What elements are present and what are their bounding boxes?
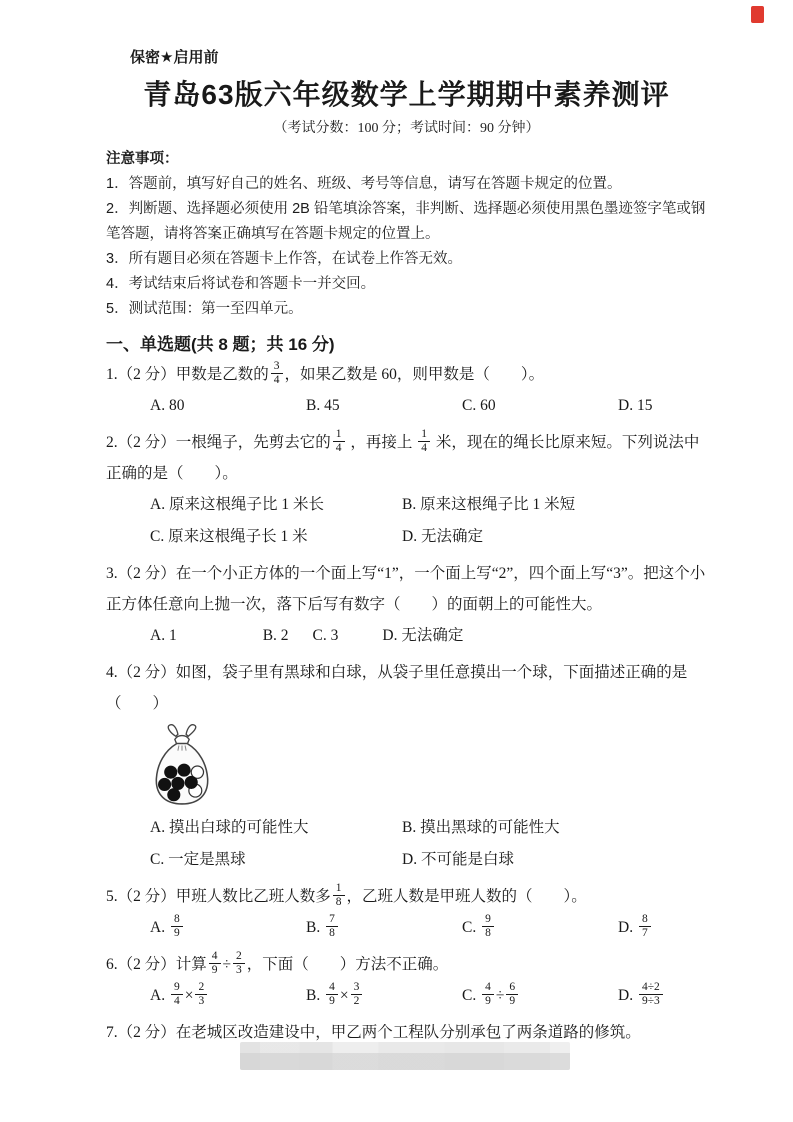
question-text: 1.（2 分）甲数是乙数的 $\frac{3}{4}$ ，如果乙数是 60，则甲数是（ ）。 xyxy=(106,359,545,386)
option: B. $\frac{7}{8}$ xyxy=(306,913,462,943)
question-4 xyxy=(106,657,707,875)
option: C. 3 xyxy=(312,627,339,644)
options xyxy=(150,490,707,552)
fraction: $\frac{4}{9}$ xyxy=(209,950,221,977)
fraction: $\frac{9}{8}$ xyxy=(482,913,494,940)
fraction: $\frac{7}{8}$ xyxy=(326,913,338,940)
option: C. 60 xyxy=(462,397,496,414)
notes-list xyxy=(106,172,707,322)
question-text: 7.（2 分）在老城区改造建设中，甲乙两个工程队分别承包了两条道路的修筑。 xyxy=(106,1024,641,1041)
option: A. 原来这根绳子比 1 米长 xyxy=(150,496,324,513)
option: D. 15 xyxy=(618,397,653,414)
note-item-1: 1．答题前，填写好自己的姓名、班级、考号等信息，请写在答题卡规定的位置。 xyxy=(106,176,622,192)
option: C. 一定是黑球 xyxy=(150,851,246,868)
option: D. $\frac{4\div 2}{9\div 3}$ xyxy=(618,981,707,1011)
option: D. 不可能是白球 xyxy=(402,851,514,868)
option: A. 80 xyxy=(150,397,185,414)
question-list xyxy=(106,359,707,1048)
option: C. $\frac{4}{9}$ ÷ $\frac{6}{9}$ xyxy=(462,981,618,1011)
fraction: $\frac{4\div 2}{9\div 3}$ xyxy=(639,981,663,1008)
options xyxy=(150,621,707,651)
fraction: $\frac{6}{9}$ xyxy=(506,981,518,1008)
options xyxy=(150,981,707,1011)
question-text: 3.（2 分）在一个小正方体的一个面上写“1”，一个面上写“2”，四个面上写“3”。把这个小正方体任意向上抛一次，落下后写有数字（ ）的面朝上的可能性大。 xyxy=(106,565,706,613)
note-item-2: 2．判断题、选择题必须使用 2B 铅笔填涂答案，非判断、选择题必须使用黑色墨迹签字笔或钢笔答题，请将答案正确填写在答题卡规定的位置上。 xyxy=(106,201,706,242)
bag-of-balls-image xyxy=(150,723,214,807)
fraction: $\frac{8}{7}$ xyxy=(639,913,651,940)
question-text: 5.（2 分）甲班人数比乙班人数多 $\frac{1}{8}$ ，乙班人数是甲班人数的（ ）。 xyxy=(106,881,587,908)
option: D. 无法确定 xyxy=(382,627,464,644)
question-5 xyxy=(106,881,707,943)
question-text: 2.（2 分）一根绳子，先剪去它的 $\frac{1}{4}$ ，再接上 $\frac{1}{4}$ 米，现在的绳长比原来短。下列说法中正确的是（ ）。 xyxy=(106,427,700,482)
option: B. 45 xyxy=(306,397,340,414)
notes-section xyxy=(106,147,707,322)
question-6 xyxy=(106,949,707,1011)
option: B. 2 xyxy=(262,627,289,644)
fraction: $\frac{2}{3}$ xyxy=(195,981,207,1008)
options xyxy=(150,913,707,943)
fraction: $\frac{3}{4}$ xyxy=(271,360,283,387)
option: B. $\frac{4}{9}$ × $\frac{3}{2}$ xyxy=(306,981,462,1011)
fraction: $\frac{2}{3}$ xyxy=(233,950,245,977)
option: A. $\frac{8}{9}$ xyxy=(150,913,306,943)
option: D. 无法确定 xyxy=(402,528,483,545)
option: A. 1 xyxy=(150,627,177,644)
exam-subtitle: （考试分数：100 分；考试时间：90 分钟） xyxy=(273,121,540,136)
fraction: $\frac{4}{9}$ xyxy=(326,981,338,1008)
fraction: $\frac{8}{9}$ xyxy=(171,913,183,940)
question-1 xyxy=(106,359,707,421)
fraction: $\frac{9}{4}$ xyxy=(171,981,183,1008)
option: A. 摸出白球的可能性大 xyxy=(150,819,309,836)
option: B. 摸出黑球的可能性大 xyxy=(402,819,560,836)
note-item-5: 5．测试范围：第一至四单元。 xyxy=(106,301,303,317)
option: C. 原来这根绳子长 1 米 xyxy=(150,528,308,545)
fraction: $\frac{1}{4}$ xyxy=(333,428,345,455)
notes-heading: 注意事项： xyxy=(106,151,179,167)
option: C. $\frac{9}{8}$ xyxy=(462,913,618,943)
section-heading: 一、单选题(共 8 题；共 16 分) xyxy=(106,335,335,354)
confidential-label: 保密★启用前 xyxy=(130,49,219,66)
bag-figure xyxy=(150,723,707,807)
question-3 xyxy=(106,558,707,651)
options xyxy=(150,813,707,875)
options xyxy=(150,391,707,421)
fraction: $\frac{3}{2}$ xyxy=(351,981,363,1008)
footer-watermark xyxy=(240,1042,570,1070)
fraction: $\frac{1}{8}$ xyxy=(333,882,345,909)
question-text: 6.（2 分）计算 $\frac{4}{9}$ ÷ $\frac{2}{3}$ ，下面（ ）方法不正确。 xyxy=(106,949,449,976)
corner-flag-icon xyxy=(751,6,764,23)
question-text: 4.（2 分）如图，袋子里有黑球和白球，从袋子里任意摸出一个球，下面描述正确的是（ ） xyxy=(106,664,688,712)
note-item-3: 3．所有题目必须在答题卡上作答，在试卷上作答无效。 xyxy=(106,251,463,267)
option: D. $\frac{8}{7}$ xyxy=(618,913,707,943)
note-item-4: 4．考试结束后将试卷和答题卡一并交回。 xyxy=(106,276,376,292)
question-2 xyxy=(106,427,707,552)
option: A. $\frac{9}{4}$ × $\frac{2}{3}$ xyxy=(150,981,306,1011)
exam-title: 青岛63版六年级数学上学期期中素养测评 xyxy=(143,79,670,110)
fraction: $\frac{4}{9}$ xyxy=(482,981,494,1008)
fraction: $\frac{1}{4}$ xyxy=(418,428,430,455)
option: B. 原来这根绳子比 1 米短 xyxy=(402,496,576,513)
